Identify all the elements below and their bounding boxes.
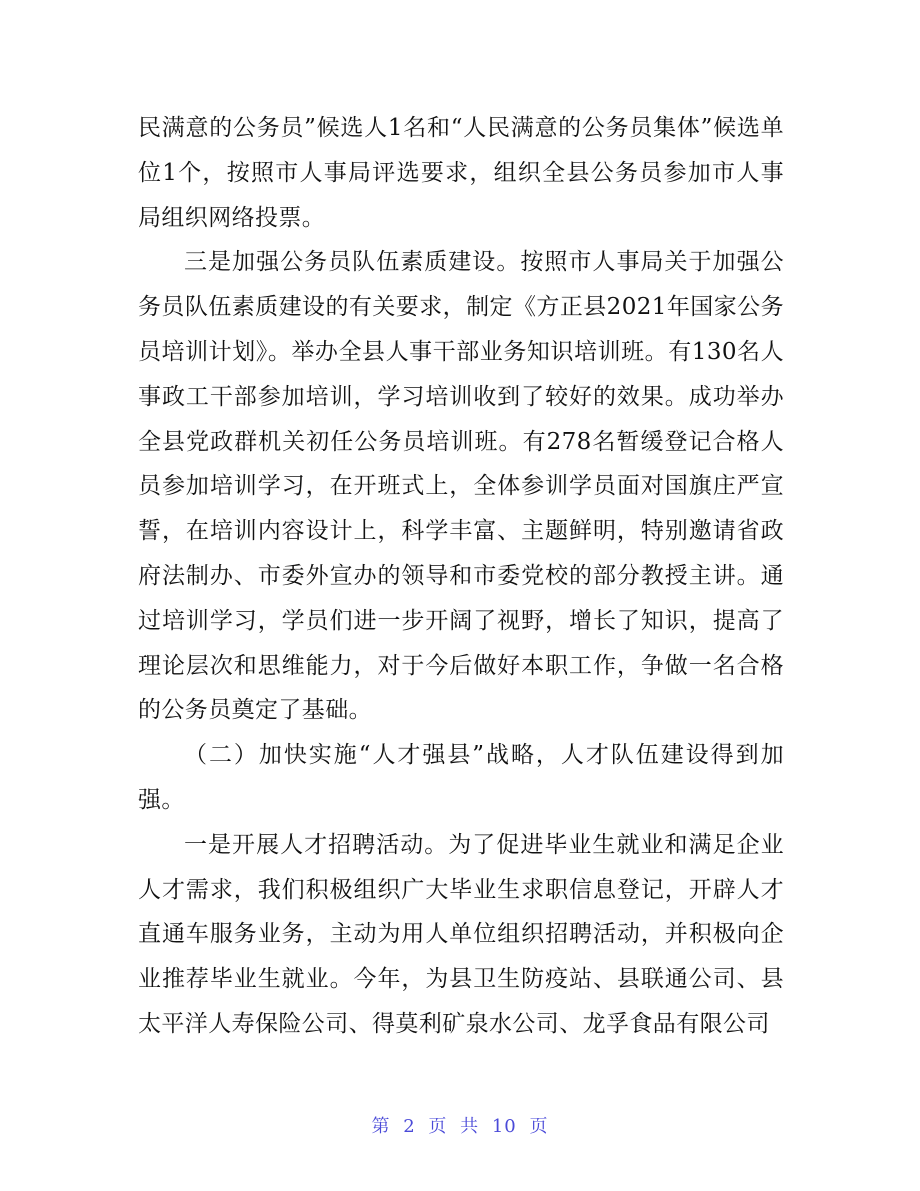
section-heading-talent: （二）加快实施“人才强县”战略，人才队伍建设得到加强。: [138, 742, 784, 813]
paragraph-continuation: 民满意的公务员”候选人1名和“人民满意的公务员集体”候选单位1个，按照市人事局评选要求，组织全县公务员参加市人事局组织网络投票。: [138, 115, 784, 231]
document-body: [138, 106, 784, 1047]
paragraph-recruitment: 一是开展人才招聘活动。为了促进毕业生就业和满足企业人才需求，我们积极组织广大毕业生求职信息登记，开辟人才直通车服务业务，主动为用人单位组织招聘活动，并积极向企业推荐毕业生就业。今年，为县卫生防疫站、县联通公司、县太平洋人寿保险公司、得莫利矿泉水公司、龙孚食品有限公司: [138, 831, 784, 1037]
page-number-footer: 第 2 页 共 10 页: [371, 1116, 549, 1137]
paragraph-training: 三是加强公务员队伍素质建设。按照市人事局关于加强公务员队伍素质建设的有关要求，制定《方正县2021年国家公务员培训计划》。举办全县人事干部业务知识培训班。有130名人事政工干部参加培训，学习培训收到了较好的效果。成功举办全县党政群机关初任公务员培训班。有278名暂缓登记合格人员参加培训学习，在开班式上，全体参训学员面对国旗庄严宣誓，在培训内容设计上，科学丰富、主题鲜明，特别邀请省政府法制办、市委外宣办的领导和市委党校的部分教授主讲。通过培训学习，学员们进一步开阔了视野，增长了知识，提高了理论层次和思维能力，对于今后做好本职工作，争做一名合格的公务员奠定了基础。: [138, 249, 784, 724]
